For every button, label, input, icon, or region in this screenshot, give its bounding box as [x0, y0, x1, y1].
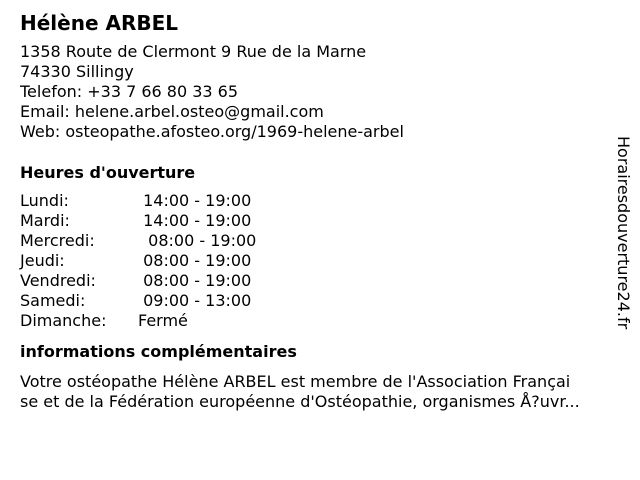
hours-row-sunday — [20, 311, 610, 331]
info-heading: informations complémentaires — [20, 342, 297, 361]
street-address: 1358 Route de Clermont 9 Rue de la Marne — [20, 42, 367, 61]
page-title: Hélène ARBEL — [20, 11, 179, 35]
contact-block — [20, 42, 610, 142]
day-label: Jeudi: — [20, 251, 65, 270]
site-brand-watermark: Horairesdouverture24.fr — [614, 136, 633, 330]
time-range: 08:00 - 19:00 — [138, 231, 257, 250]
hours-row-wednesday — [20, 231, 610, 251]
day-label: Lundi: — [20, 191, 69, 210]
hours-row-tuesday — [20, 211, 610, 231]
day-label: Samedi: — [20, 291, 86, 310]
opening-hours-list — [20, 191, 610, 331]
day-label: Vendredi: — [20, 271, 96, 290]
listing-card — [20, 10, 610, 412]
day-label: Dimanche: — [20, 311, 107, 330]
hours-row-monday — [20, 191, 610, 211]
email-address: Email: helene.arbel.osteo@gmail.com — [20, 102, 324, 121]
hours-row-saturday — [20, 291, 610, 311]
time-range: 14:00 - 19:00 — [138, 191, 252, 210]
info-description: Votre ostéopathe Hélène ARBEL est membre de l'Association Françai se et de la Fédération européenne d'Ostéopathie, organismes Å?uvr... — [20, 372, 580, 411]
hours-heading: Heures d'ouverture — [20, 163, 196, 182]
hours-row-thursday — [20, 251, 610, 271]
day-label: Mardi: — [20, 211, 70, 230]
city-address: 74330 Sillingy — [20, 62, 134, 81]
time-range: 14:00 - 19:00 — [138, 211, 252, 230]
phone-number: Telefon: +33 7 66 80 33 65 — [20, 82, 239, 101]
website-address: Web: osteopathe.afosteo.org/1969-helene-arbel — [20, 122, 404, 141]
time-range: Fermé — [138, 311, 188, 330]
time-range: 08:00 - 19:00 — [138, 271, 252, 290]
hours-row-friday — [20, 271, 610, 291]
time-range: 09:00 - 13:00 — [138, 291, 252, 310]
day-label: Mercredi: — [20, 231, 95, 250]
time-range: 08:00 - 19:00 — [138, 251, 252, 270]
